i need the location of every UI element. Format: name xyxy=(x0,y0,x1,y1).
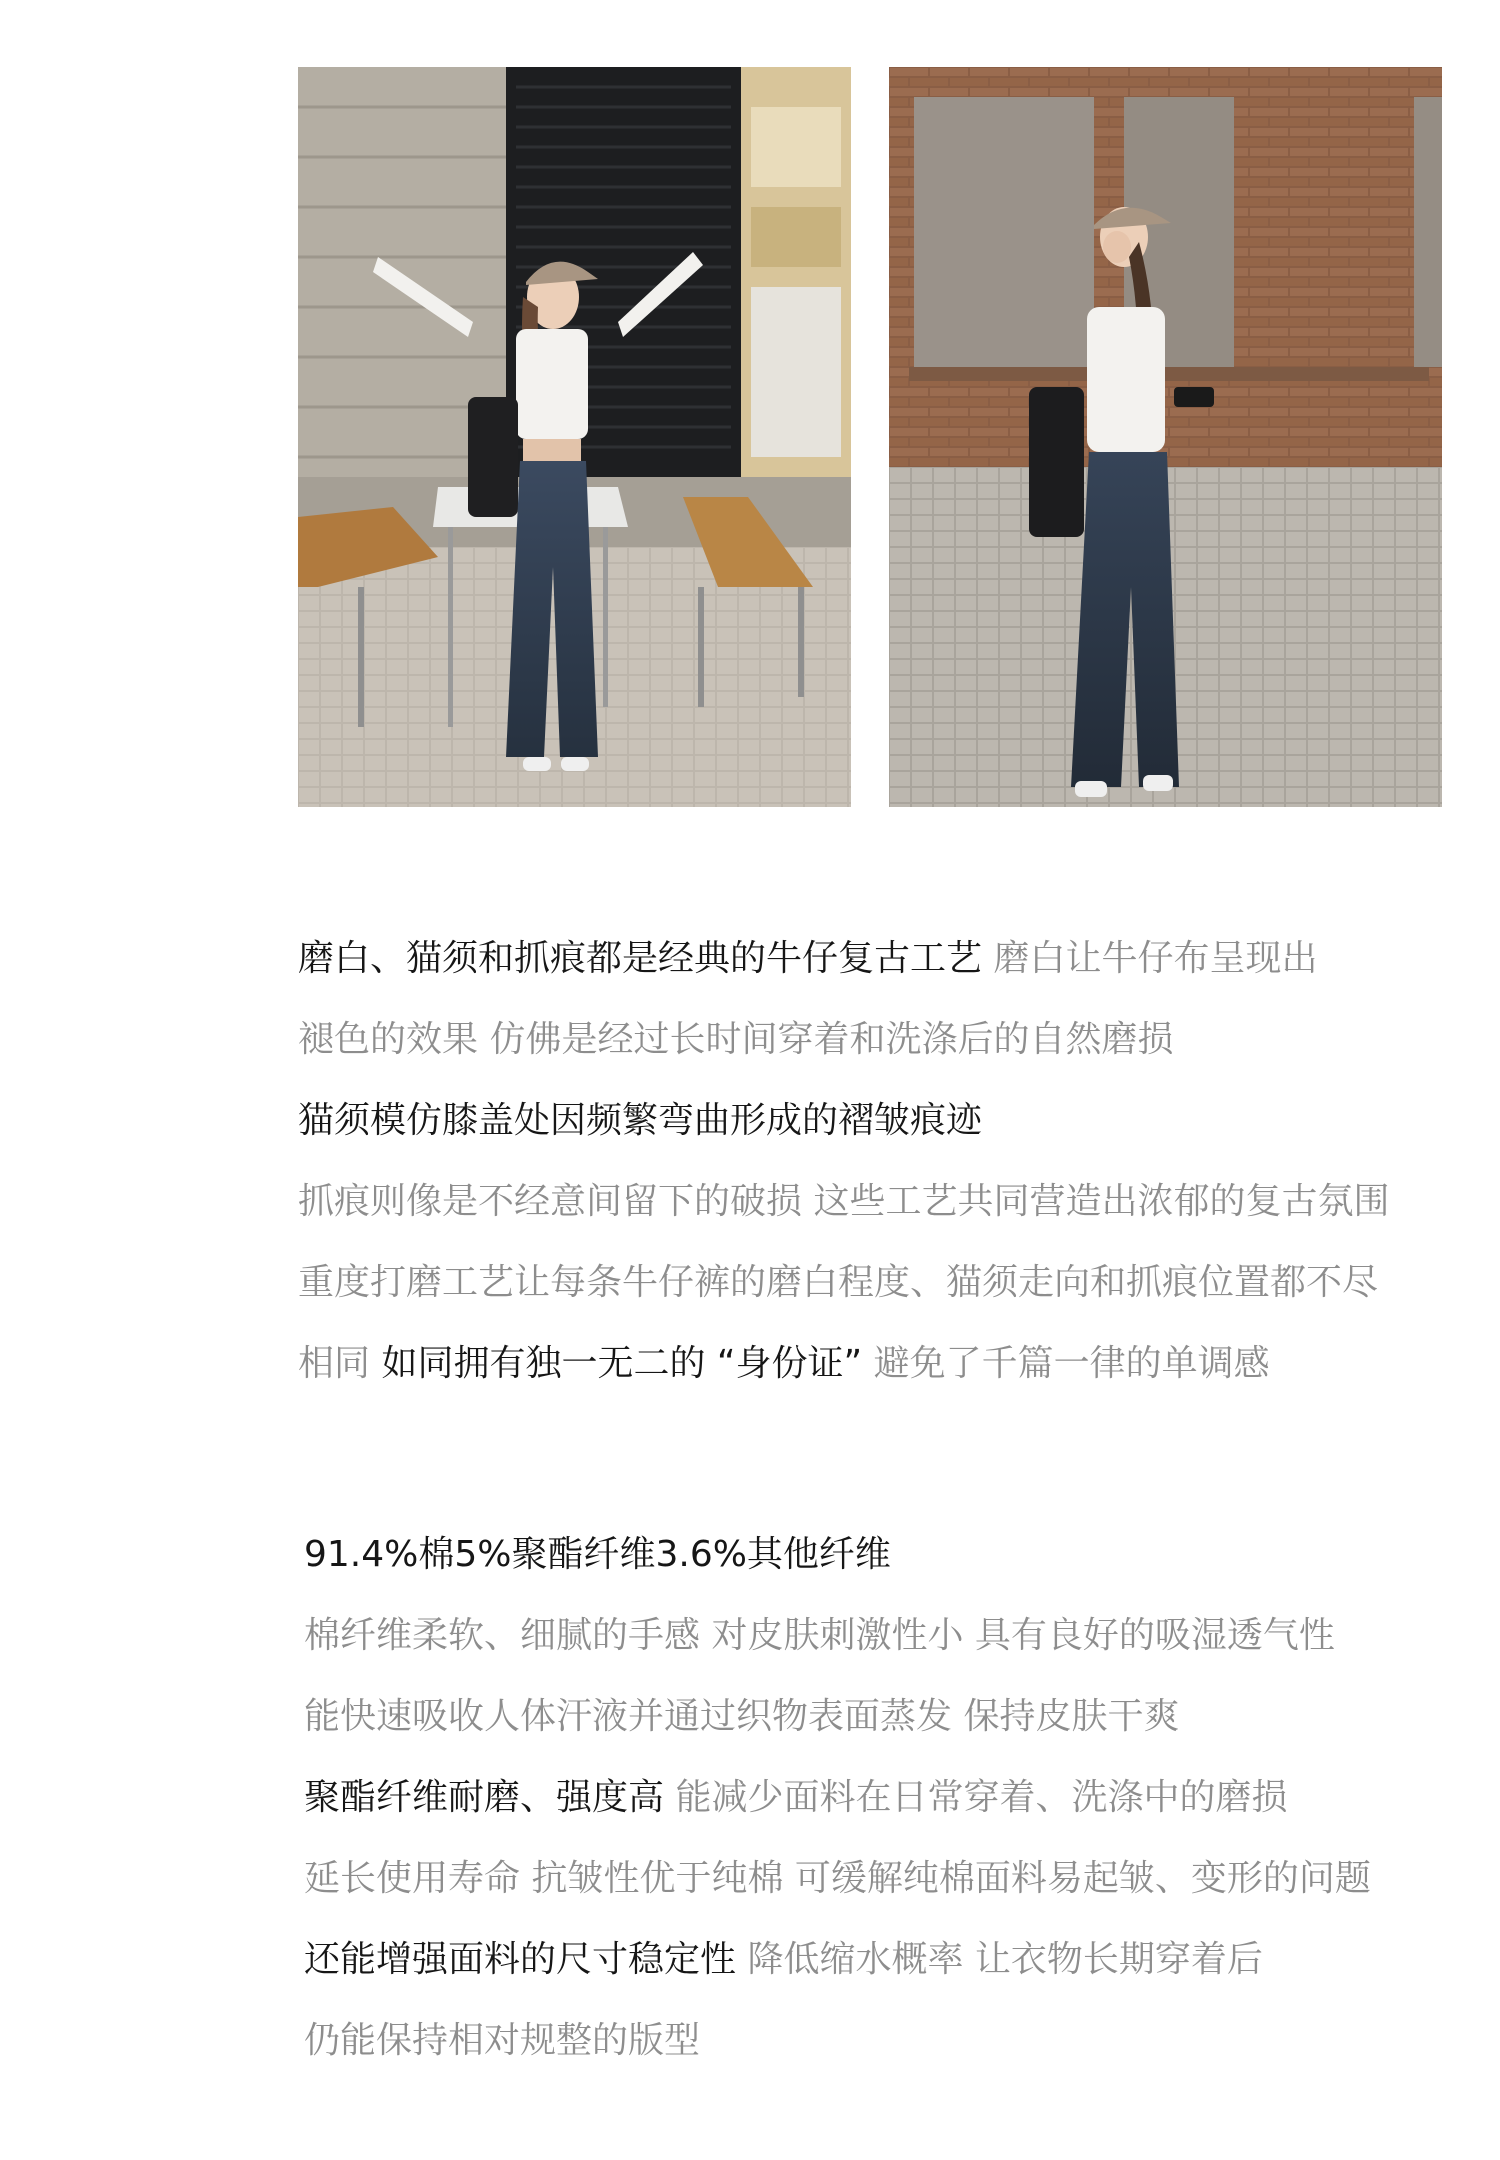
text-segment-muted: 仍能保持相对规整的版型 xyxy=(304,2020,701,2061)
craft-text-line xyxy=(298,1323,1389,1404)
fabric-text-line xyxy=(304,1757,1371,1838)
fabric-text-line xyxy=(304,1595,1371,1676)
photo-model-covering-face xyxy=(889,67,1442,807)
text-segment-highlight: 91.4%棉5%聚酯纤维3.6%其他纤维 xyxy=(304,1534,891,1575)
craft-text-line xyxy=(298,999,1389,1080)
text-segment-highlight: 猫须模仿膝盖处因频繁弯曲形成的褶皱痕迹 xyxy=(298,1100,983,1141)
text-segment-muted: 抓痕则像是不经意间留下的破损 这些工艺共同营造出浓郁的复古氛围 xyxy=(298,1181,1390,1222)
fabric-text-line xyxy=(304,1838,1371,1919)
fabric-text-line xyxy=(304,1919,1371,2000)
text-segment-muted: 褪色的效果 仿佛是经过长时间穿着和洗涤后的自然磨损 xyxy=(298,1019,1174,1060)
text-segment-highlight: 还能增强面料的尺寸稳定性 xyxy=(304,1939,737,1980)
photo-model-covering-face-illustration xyxy=(889,67,1442,807)
text-segment-muted: 延长使用寿命 抗皱性优于纯棉 可缓解纯棉面料易起皱、变形的问题 xyxy=(304,1858,1371,1899)
fabric-text-line xyxy=(304,2000,1371,2081)
craft-text-line xyxy=(298,918,1389,999)
photo-model-arms-raised xyxy=(298,67,851,807)
text-segment-muted: 重度打磨工艺让每条牛仔裤的磨白程度、猫须走向和抓痕位置都不尽 xyxy=(298,1262,1379,1303)
text-segment-highlight: 聚酯纤维耐磨、强度高 xyxy=(304,1777,665,1818)
craft-description xyxy=(298,918,1389,1404)
craft-text-line xyxy=(298,1080,1389,1161)
text-segment-muted: 能减少面料在日常穿着、洗涤中的磨损 xyxy=(664,1777,1288,1818)
text-segment-muted: 磨白让牛仔布呈现出 xyxy=(982,938,1318,979)
craft-text-line xyxy=(298,1161,1389,1242)
text-segment-muted: 棉纤维柔软、细腻的手感 对皮肤刺激性小 具有良好的吸湿透气性 xyxy=(304,1615,1335,1656)
craft-text-line xyxy=(298,1242,1389,1323)
fabric-composition-description xyxy=(304,1514,1371,2081)
fabric-text-line xyxy=(304,1676,1371,1757)
text-segment-muted: 相同 xyxy=(298,1343,371,1384)
text-segment-highlight: 如同拥有独一无二的 “身份证” xyxy=(370,1343,863,1384)
text-segment-muted: 降低缩水概率 让衣物长期穿着后 xyxy=(736,1939,1263,1980)
fabric-text-line xyxy=(304,1514,1371,1595)
text-segment-highlight: 磨白、猫须和抓痕都是经典的牛仔复古工艺 xyxy=(298,938,983,979)
text-segment-muted: 避免了千篇一律的单调感 xyxy=(862,1343,1270,1384)
text-segment-muted: 能快速吸收人体汗液并通过织物表面蒸发 保持皮肤干爽 xyxy=(304,1696,1180,1737)
photo-model-arms-raised-illustration xyxy=(298,67,851,807)
